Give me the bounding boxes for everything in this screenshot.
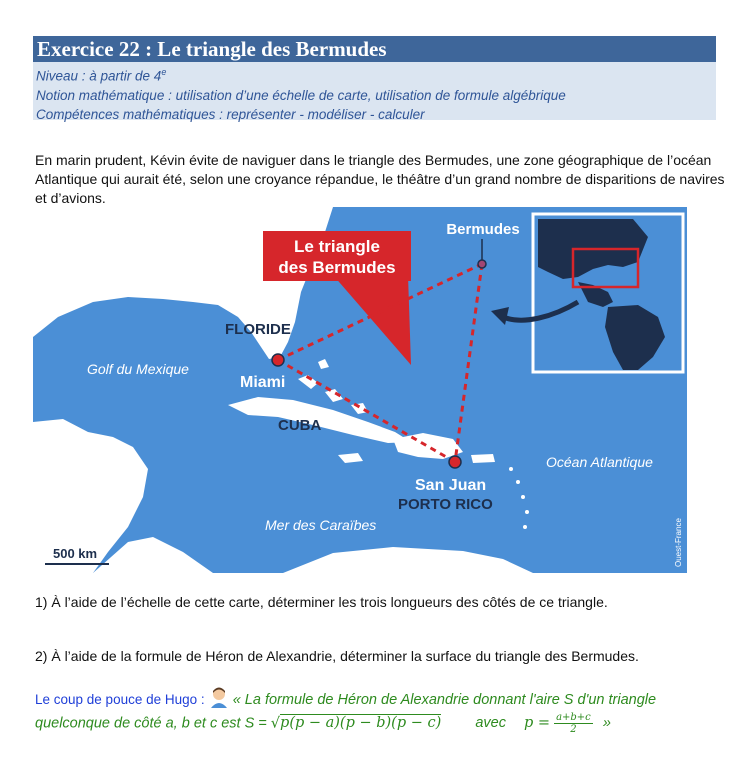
hint-line-1 — [35, 686, 725, 712]
question-2: 2) À l’aide de la formule de Héron de Alexandrie, déterminer la surface du triangle des Bermudes. — [35, 648, 639, 664]
niveau-text: Niveau : à partir de 4 — [36, 68, 162, 84]
exercise-title: Exercice 22 : Le triangle des Bermudes — [33, 36, 716, 62]
sqrt-content: p(p − a)(p − b)(p − c) — [280, 715, 442, 732]
frac-denominator: 2 — [570, 724, 577, 735]
exercise-meta — [33, 62, 716, 124]
miami-point — [272, 354, 284, 366]
label-golf: Golf du Mexique — [87, 361, 189, 377]
callout-line1: Le triangle — [294, 237, 380, 256]
hint-label: Le coup de pouce de Hugo : — [35, 692, 205, 707]
callout-line2: des Bermudes — [278, 258, 396, 277]
inset-map — [533, 214, 683, 372]
niveau-sup: e — [161, 67, 167, 77]
hint-avec: avec — [475, 715, 506, 732]
map-svg — [33, 207, 687, 573]
hint-quote-open: « La formule de Héron de Alexandrie donnant l'aire S d'un triangle — [232, 692, 657, 708]
intro-paragraph: En marin prudent, Kévin évite de naviguer dans le triangle des Bermudes, une zone géographique de l’océan Atlantique qui aurait été, selon une croyance répandue, le théâtre d’un grand nombre de disparitions de navires et d’avions. — [35, 152, 725, 206]
p-fraction — [554, 712, 593, 735]
frac-numerator: a+b+c — [556, 712, 591, 723]
label-porto-rico: PORTO RICO — [398, 496, 493, 513]
bermudes-point — [478, 260, 486, 268]
niveau-line — [36, 63, 716, 86]
hugo-avatar-icon — [209, 686, 229, 708]
p-equals: p = — [523, 715, 551, 732]
puerto-rico-land — [471, 454, 495, 463]
scale-label: 500 km — [53, 546, 98, 561]
hint-line-2 — [35, 712, 725, 735]
label-floride: FLORIDE — [225, 321, 291, 338]
label-bermudes: Bermudes — [446, 221, 520, 238]
label-cuba: CUBA — [278, 417, 322, 434]
hint-line2-text: quelconque de côté a, b et c est S = — [35, 715, 267, 732]
label-san-juan: San Juan — [415, 477, 487, 494]
sqrt-expression: √p(p − a)(p − b)(p − c) — [270, 715, 442, 732]
label-ocean: Océan Atlantique — [546, 454, 653, 470]
bermuda-map — [33, 207, 687, 573]
label-miami: Miami — [240, 374, 286, 391]
credit-label: Ouest-France — [674, 518, 683, 567]
san-juan-point — [449, 456, 461, 468]
exercise-header — [33, 36, 716, 120]
question-1: 1) À l’aide de l’échelle de cette carte, déterminer les trois longueurs des côtés de ce triangle. — [35, 594, 608, 610]
hint-block — [35, 686, 725, 735]
notion-line: Notion mathématique : utilisation d’une échelle de carte, utilisation de formule algébrique — [36, 87, 566, 103]
hint-quote-close: » — [602, 715, 611, 732]
competences-line: Compétences mathématiques : représenter - modéliser - calculer — [36, 106, 425, 122]
label-mer: Mer des Caraïbes — [265, 517, 377, 533]
